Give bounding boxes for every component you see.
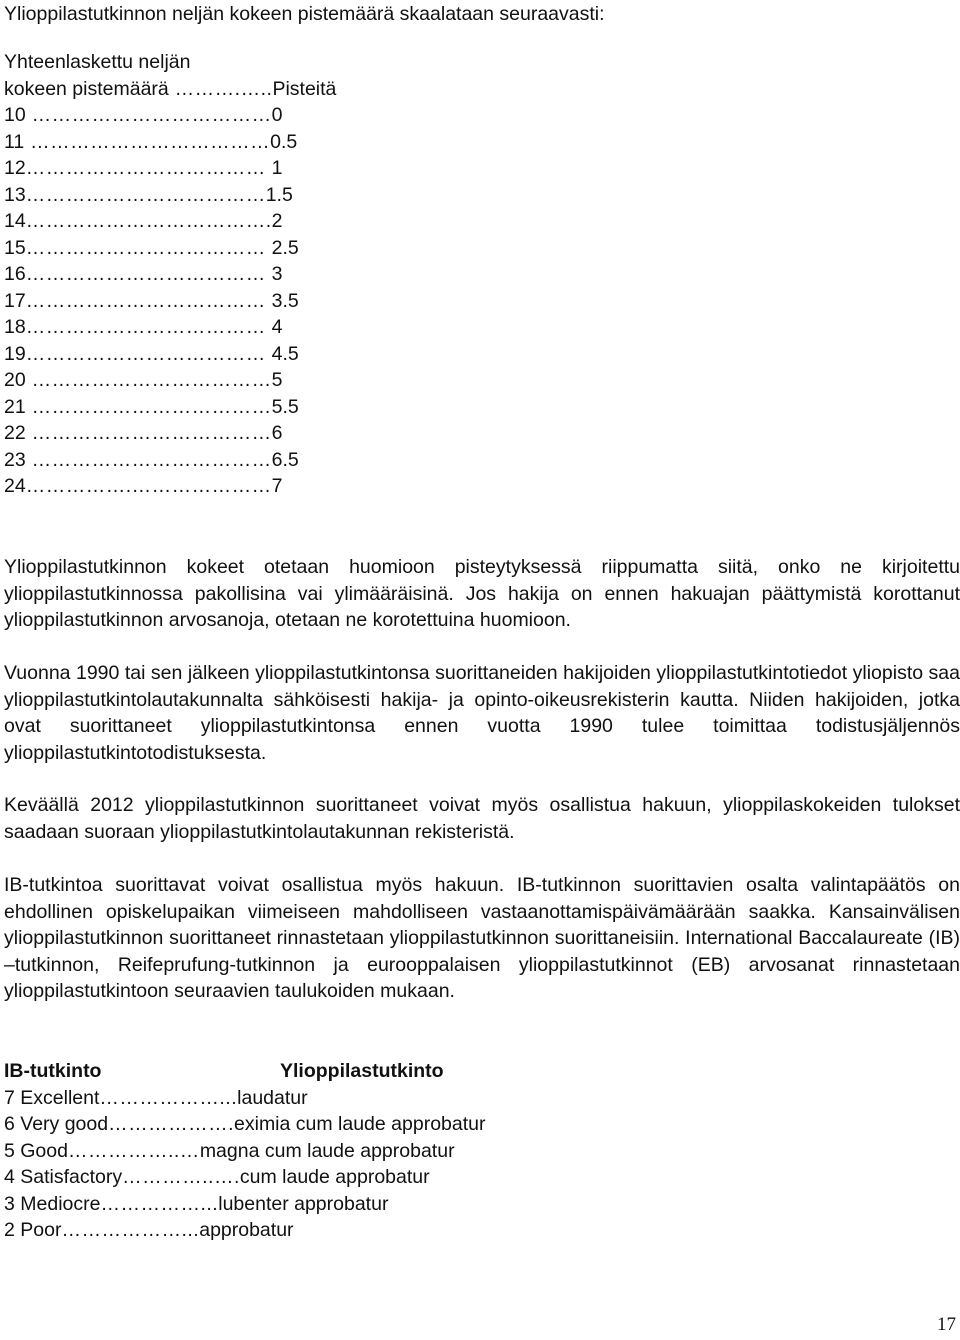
score-row-total: 22 — [4, 422, 26, 444]
paragraph-ib-applicants: IB-tutkintoa suorittavat voivat osallistua myös hakuun. IB-tutkinnon suorittavien osalta valintapäätös on ehdollinen opiskelupaikan viimeiseen mahdolliseen vastaanottamispäivämäärään saakka. Kansainvälisen ylioppilastutkinnon suorittaneet rinnastetaan ylioppilastutkinnon suorittaneisiin. International Baccalaureate (IB) –tutkinnon, Reifeprufung-tutkinnon ja eurooppalaisen ylioppilastutkinnot (EB) arvosanat rinnastetaan ylioppilastutkintoon seuraavien taulukoiden mukaan. — [4, 874, 960, 1002]
grade-row-finnish: laudatur — [237, 1086, 308, 1109]
score-row — [4, 394, 504, 421]
leader-dots: ……………………………… — [25, 448, 272, 471]
grade-row-ib: 5 Good — [4, 1139, 68, 1162]
grade-row-ib: 6 Very good — [4, 1113, 109, 1135]
score-row — [4, 182, 504, 209]
grade-row — [4, 1138, 704, 1165]
grade-rows — [4, 1085, 704, 1244]
score-row-total: 21 — [4, 395, 26, 418]
grade-table-header — [4, 1058, 704, 1085]
score-row-total: 13 — [4, 183, 26, 206]
grade-row — [4, 1085, 704, 1112]
grade-row — [4, 1164, 704, 1191]
leader-dots: ……………………………… — [25, 422, 272, 444]
score-row-total: 23 — [4, 448, 26, 471]
score-row — [4, 341, 504, 368]
page-number: 17 — [937, 1313, 956, 1335]
grade-row-ib: 7 Excellent — [4, 1086, 100, 1109]
grade-row-finnish: cum laude approbatur — [239, 1166, 430, 1188]
score-row-total: 18 — [4, 316, 26, 338]
score-row-points: 4 — [271, 316, 283, 338]
leader-dots: ……………………………… — [25, 157, 272, 179]
score-rows — [4, 102, 504, 500]
grade-row-finnish: approbatur — [199, 1219, 294, 1241]
score-row-total: 17 — [4, 289, 26, 312]
score-row — [4, 155, 504, 182]
score-row-points: 5.5 — [271, 395, 299, 418]
leader-dots: ……………... — [100, 1192, 219, 1215]
grade-row-ib: 4 Satisfactory — [4, 1166, 123, 1188]
score-row-points: 4.5 — [271, 342, 299, 365]
score-row-total: 12 — [4, 157, 26, 179]
grade-row-ib: 3 Mediocre — [4, 1192, 101, 1215]
leader-dots: ………………... — [61, 1219, 200, 1241]
leader-dots: ………………………………. — [25, 210, 272, 232]
score-row-total: 19 — [4, 342, 26, 365]
grade-row-finnish: lubenter approbatur — [218, 1192, 389, 1215]
score-row-total: 15 — [4, 236, 26, 259]
paragraph-spring-2012: Keväällä 2012 ylioppilastutkinnon suorittaneet voivat myös osallistua hakuun, ylioppilaskokeiden tulokset saadaan suoraan ylioppilastutkintolautakunnan rekisteristä. — [4, 794, 960, 843]
score-row — [4, 235, 504, 262]
score-row — [4, 102, 504, 129]
leader-dots: ……………………………… — [25, 263, 272, 285]
score-row-points: 2.5 — [271, 236, 299, 259]
leader-dots: ……….….. — [168, 77, 273, 100]
score-row — [4, 314, 504, 341]
score-row — [4, 261, 504, 288]
leader-dots: ……………………………… — [25, 236, 272, 259]
score-table-header-right: Pisteitä — [272, 77, 337, 100]
grade-row — [4, 1217, 704, 1244]
leader-dots: ……………………………… — [25, 395, 272, 418]
leader-dots: ……………..… — [67, 1139, 200, 1162]
leader-dots: …………..…. — [122, 1166, 240, 1188]
score-row-points: 6 — [271, 422, 283, 444]
score-row — [4, 367, 504, 394]
leader-dots: ………………... — [99, 1086, 238, 1109]
intro-text: Ylioppilastutkinnon neljän kokeen pistemäärä skaalataan seuraavasti: — [4, 3, 605, 25]
leader-dots: ……………………………… — [25, 342, 272, 365]
score-row-points: 1 — [271, 157, 283, 179]
grade-row-finnish: magna cum laude approbatur — [199, 1139, 455, 1162]
score-row-points: 5 — [271, 369, 283, 391]
leader-dots: ………………. — [108, 1113, 235, 1135]
score-row — [4, 473, 504, 500]
leader-dots: ……………………………… — [25, 369, 272, 391]
score-row — [4, 208, 504, 235]
grade-equivalence-table — [4, 1058, 704, 1244]
score-row — [4, 447, 504, 474]
paragraph-1990-applicants: Vuonna 1990 tai sen jälkeen ylioppilastutkintonsa suorittaneiden hakijoiden ylioppilastutkintotiedot yliopisto saa ylioppilastutkintolautakunnalta sähköisesti hakija- ja opinto-oikeusrekisterin kautta. Niiden hakijoiden, jotka ovat suorittaneet ylioppilastutkintonsa ennen vuotta 1990 tulee toimittaa todistusjäljennös ylioppilastutkintotodistuksesta. — [4, 662, 960, 764]
score-row — [4, 129, 504, 156]
leader-dots: ……………………………… — [25, 316, 272, 338]
grade-row-ib: 2 Poor — [4, 1219, 62, 1241]
leader-dots: …………….………………… — [25, 475, 272, 497]
grade-row — [4, 1191, 704, 1218]
score-row-points: 0.5 — [270, 130, 298, 153]
score-row-points: 1.5 — [265, 183, 293, 206]
score-row-points: 0 — [271, 104, 283, 126]
score-row-total: 16 — [4, 263, 26, 285]
leader-dots: ……………………………… — [25, 289, 272, 312]
score-table-header-left: kokeen pistemäärä — [4, 77, 169, 100]
leader-dots: ……………………………… — [25, 104, 272, 126]
grade-row-finnish: eximia cum laude approbatur — [234, 1113, 486, 1135]
paragraph-exam-scoring: Ylioppilastutkinnon kokeet otetaan huomioon pisteytyksessä riippumatta siitä, onko ne kirjoitettu ylioppilastutkinnossa pakollisina vai ylimääräisinä. Jos hakija on ennen hakuajan päättymistä korottanut ylioppilastutkinnon arvosanoja, otetaan ne korotettuina huomioon. — [4, 556, 960, 631]
grade-row — [4, 1111, 704, 1138]
grade-table-col1-header: IB-tutkinto — [4, 1060, 102, 1082]
score-table-header-line-1 — [4, 49, 504, 76]
score-row-points: 7 — [271, 475, 283, 497]
leader-dots: ……………………………… — [25, 183, 266, 206]
score-row-total: 14 — [4, 210, 26, 232]
score-row-points: 3.5 — [271, 289, 299, 312]
score-row-total: 24 — [4, 475, 26, 497]
score-row — [4, 288, 504, 315]
grade-table-col2-header: Ylioppilastutkinto — [280, 1060, 444, 1082]
score-row-total: 20 — [4, 369, 26, 391]
score-row — [4, 420, 504, 447]
score-row-total: 11 — [4, 130, 25, 153]
leader-dots: ……………………………… — [24, 130, 271, 153]
score-row-total: 10 — [4, 104, 26, 126]
score-table-header-line-2 — [4, 76, 504, 103]
score-row-points: 3 — [271, 263, 283, 285]
score-row-points: 6.5 — [271, 448, 299, 471]
score-conversion-table — [4, 49, 504, 500]
score-table-header-text: Yhteenlaskettu neljän — [4, 51, 191, 73]
score-row-points: 2 — [271, 210, 283, 232]
